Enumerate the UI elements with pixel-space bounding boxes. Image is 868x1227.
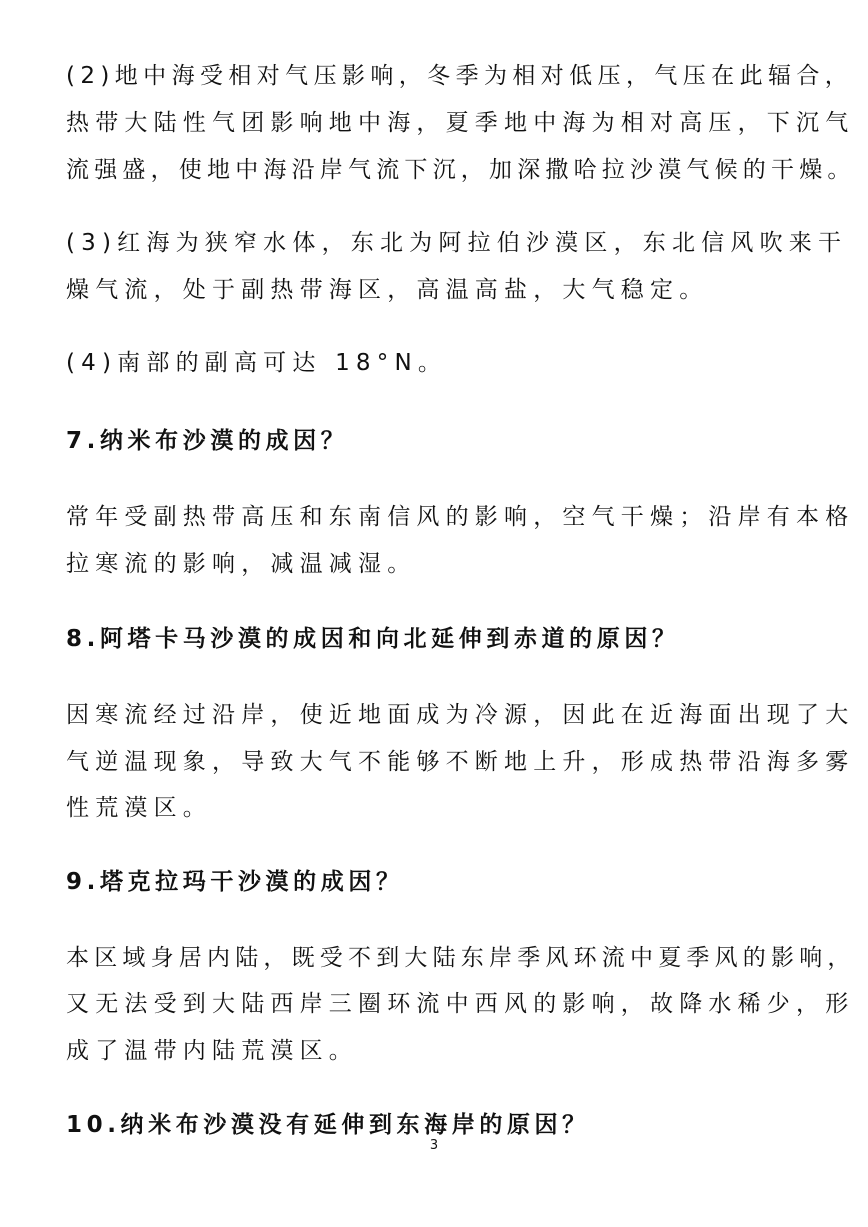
question-7-heading: 7.纳米布沙漠的成因？ xyxy=(66,428,349,454)
paragraph-2-line-2: 热带大陆性气团影响地中海，夏季地中海为相对高压，下沉气 xyxy=(66,110,855,136)
question-8-heading: 8.阿塔卡马沙漠的成因和向北延伸到赤道的原因？ xyxy=(66,626,680,652)
paragraph-3-line-1: (3)红海为狭窄水体，东北为阿拉伯沙漠区，东北信风吹来干 xyxy=(66,230,848,256)
answer-9-line-3: 成了温带内陆荒漠区。 xyxy=(66,1038,358,1064)
answer-8-line-1: 因寒流经过沿岸，使近地面成为冷源，因此在近海面出现了大 xyxy=(66,702,855,728)
question-9-heading: 9.塔克拉玛干沙漠的成因？ xyxy=(66,869,404,895)
answer-8-line-3: 性荒漠区。 xyxy=(66,795,212,821)
answer-7-line-1: 常年受副热带高压和东南信风的影响，空气干燥；沿岸有本格 xyxy=(66,504,855,530)
question-10-heading: 10.纳米布沙漠没有延伸到东海岸的原因？ xyxy=(66,1112,590,1138)
paragraph-2-line-1: (2)地中海受相对气压影响，冬季为相对低压，气压在此辐合， xyxy=(66,63,854,89)
answer-7-line-2: 拉寒流的影响，减温减湿。 xyxy=(66,551,417,577)
paragraph-3-line-2: 燥气流，处于副热带海区，高温高盐，大气稳定。 xyxy=(66,277,709,303)
answer-8-line-2: 气逆温现象，导致大气不能够不断地上升，形成热带沿海多雾 xyxy=(66,749,855,775)
page-number: 3 xyxy=(429,1138,439,1153)
answer-9-line-1: 本区域身居内陆，既受不到大陆东岸季风环流中夏季风的影响， xyxy=(66,945,856,971)
paragraph-4-line-1: (4)南部的副高可达 18°N。 xyxy=(66,350,448,376)
paragraph-2-line-3: 流强盛，使地中海沿岸气流下沉，加深撒哈拉沙漠气候的干燥。 xyxy=(66,157,856,183)
answer-9-line-2: 又无法受到大陆西岸三圈环流中西风的影响，故降水稀少，形 xyxy=(66,991,855,1017)
